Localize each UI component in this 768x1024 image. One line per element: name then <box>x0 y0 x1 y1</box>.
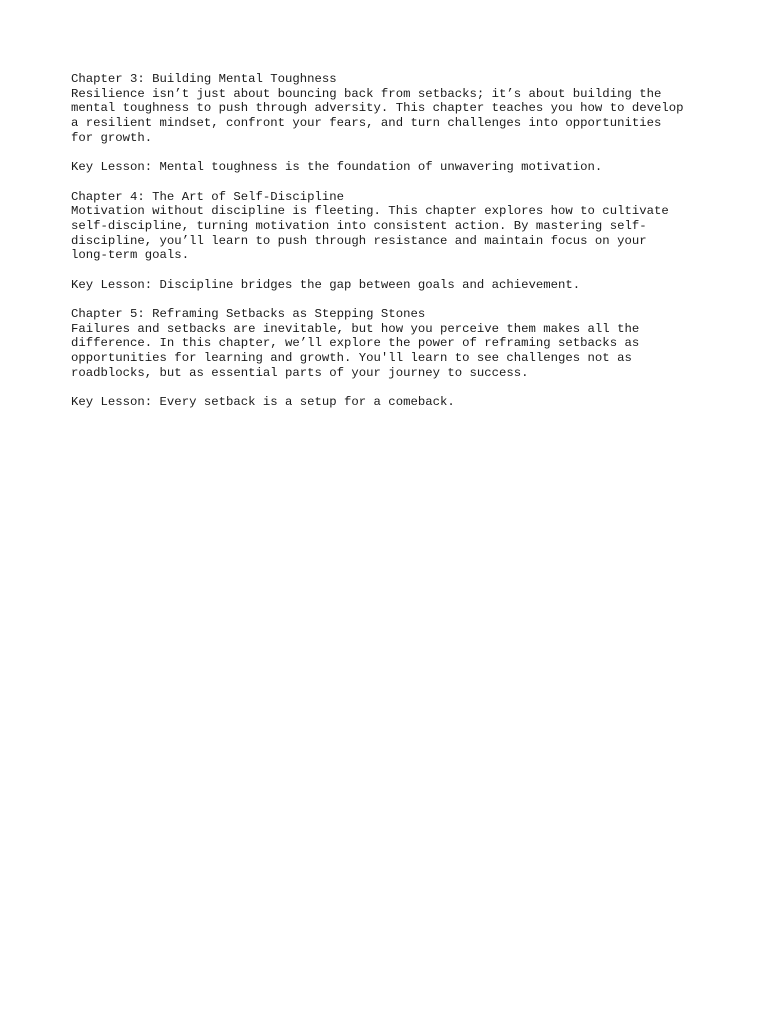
document-page <box>71 72 711 425</box>
key-lesson-text: Key Lesson: Discipline bridges the gap between goals and achievement. <box>71 277 581 292</box>
chapter-body-line: long-term goals. <box>71 248 190 263</box>
chapter-section <box>71 72 711 145</box>
key-lesson-text: Key Lesson: Mental toughness is the foundation of unwavering motivation. <box>71 160 603 175</box>
chapter-section <box>71 190 711 263</box>
key-lesson <box>71 395 711 410</box>
chapter-body-line: roadblocks, but as essential parts of your journey to success. <box>71 365 529 380</box>
chapter-body-line: for growth. <box>71 130 153 145</box>
key-lesson-text: Key Lesson: Every setback is a setup for a comeback. <box>71 395 455 410</box>
chapter-body-line: mental toughness to push through adversity. This chapter teaches you how to develop <box>71 101 684 116</box>
chapter-body-line: a resilient mindset, confront your fears, and turn challenges into opportunities <box>71 116 662 131</box>
chapter-title: Chapter 5: Reframing Setbacks as Stepping Stones <box>71 307 426 321</box>
key-lesson <box>71 160 711 175</box>
chapter-body-line: Motivation without discipline is fleeting. This chapter explores how to cultivate <box>71 204 669 219</box>
chapter-body-line: discipline, you’ll learn to push through resistance and maintain focus on your <box>71 233 647 248</box>
chapter-title: Chapter 3: Building Mental Toughness <box>71 72 337 86</box>
chapter-title: Chapter 4: The Art of Self-Discipline <box>71 189 345 204</box>
chapter-body-line: Resilience isn’t just about bouncing back from setbacks; it’s about building the <box>71 86 662 101</box>
key-lesson <box>71 278 711 293</box>
chapter-body-line: difference. In this chapter, we’ll explore the power of reframing setbacks as <box>71 336 640 351</box>
chapter-body-line: Failures and setbacks are inevitable, but how you perceive them makes all the <box>71 321 640 336</box>
chapter-body-line: self-discipline, turning motivation into consistent action. By mastering self- <box>71 218 647 233</box>
chapter-section <box>71 307 711 380</box>
chapter-body-line: opportunities for learning and growth. You'll learn to see challenges not as <box>71 351 632 366</box>
